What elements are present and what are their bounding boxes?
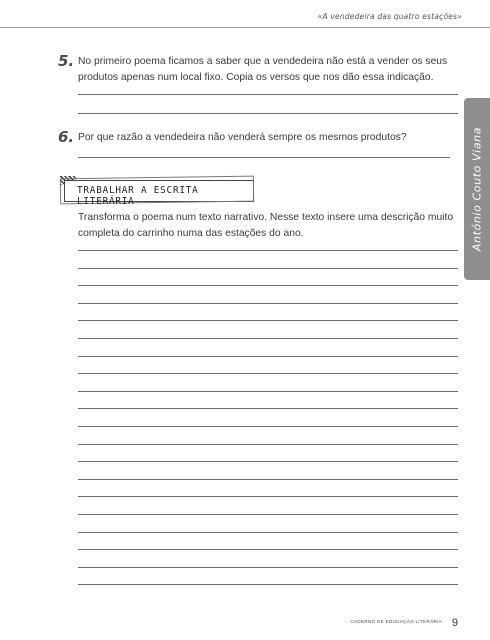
writing-line[interactable]	[78, 356, 458, 357]
writing-line[interactable]	[78, 549, 458, 550]
answer-line[interactable]	[78, 94, 458, 95]
writing-line[interactable]	[78, 479, 458, 480]
writing-line[interactable]	[78, 532, 458, 533]
answer-line[interactable]	[78, 157, 450, 158]
writing-line[interactable]	[78, 426, 458, 427]
writing-line[interactable]	[78, 514, 458, 515]
writing-instructions: Transforma o poema num texto narrativo. Nesse texto insere uma descrição muito completa do carrinho numa das estações do ano.	[78, 212, 454, 239]
writing-line[interactable]	[78, 444, 458, 445]
header-rule	[0, 27, 490, 28]
writing-line[interactable]	[78, 373, 458, 374]
page-number: 9	[451, 617, 458, 629]
writing-line[interactable]	[78, 250, 458, 251]
question-6-number: 6.	[58, 128, 75, 146]
author-side-tab	[464, 98, 490, 280]
running-title: «A vendedeira das quatro estações»	[317, 12, 462, 21]
writing-line[interactable]	[78, 285, 458, 286]
writing-line[interactable]	[78, 461, 458, 462]
writing-line[interactable]	[78, 567, 458, 568]
writing-line[interactable]	[78, 338, 458, 339]
section-title: TRABALHAR A ESCRITA LITERÁRIA	[77, 185, 199, 207]
writing-line[interactable]	[78, 268, 458, 269]
question-5-number: 5.	[58, 52, 75, 70]
writing-line[interactable]	[78, 303, 458, 304]
question-5-text: No primeiro poema ficamos a saber que a vendedeira não está a vender os seus produtos apenas num local fixo. Copia os versos que nos dão essa indicação.	[78, 56, 448, 83]
section-box	[64, 180, 254, 207]
footer-label: CADERNO DE EDUCAÇÃO LITERÁRIA	[350, 619, 442, 624]
writing-line[interactable]	[78, 391, 458, 392]
author-name: António Couto Viana	[470, 126, 484, 252]
writing-line[interactable]	[78, 584, 458, 585]
question-6-text: Por que razão a vendedeira não venderá sempre os mesmos produtos?	[78, 132, 407, 143]
writing-line[interactable]	[78, 408, 458, 409]
answer-line[interactable]	[78, 113, 458, 114]
writing-line[interactable]	[78, 496, 458, 497]
writing-line[interactable]	[78, 320, 458, 321]
